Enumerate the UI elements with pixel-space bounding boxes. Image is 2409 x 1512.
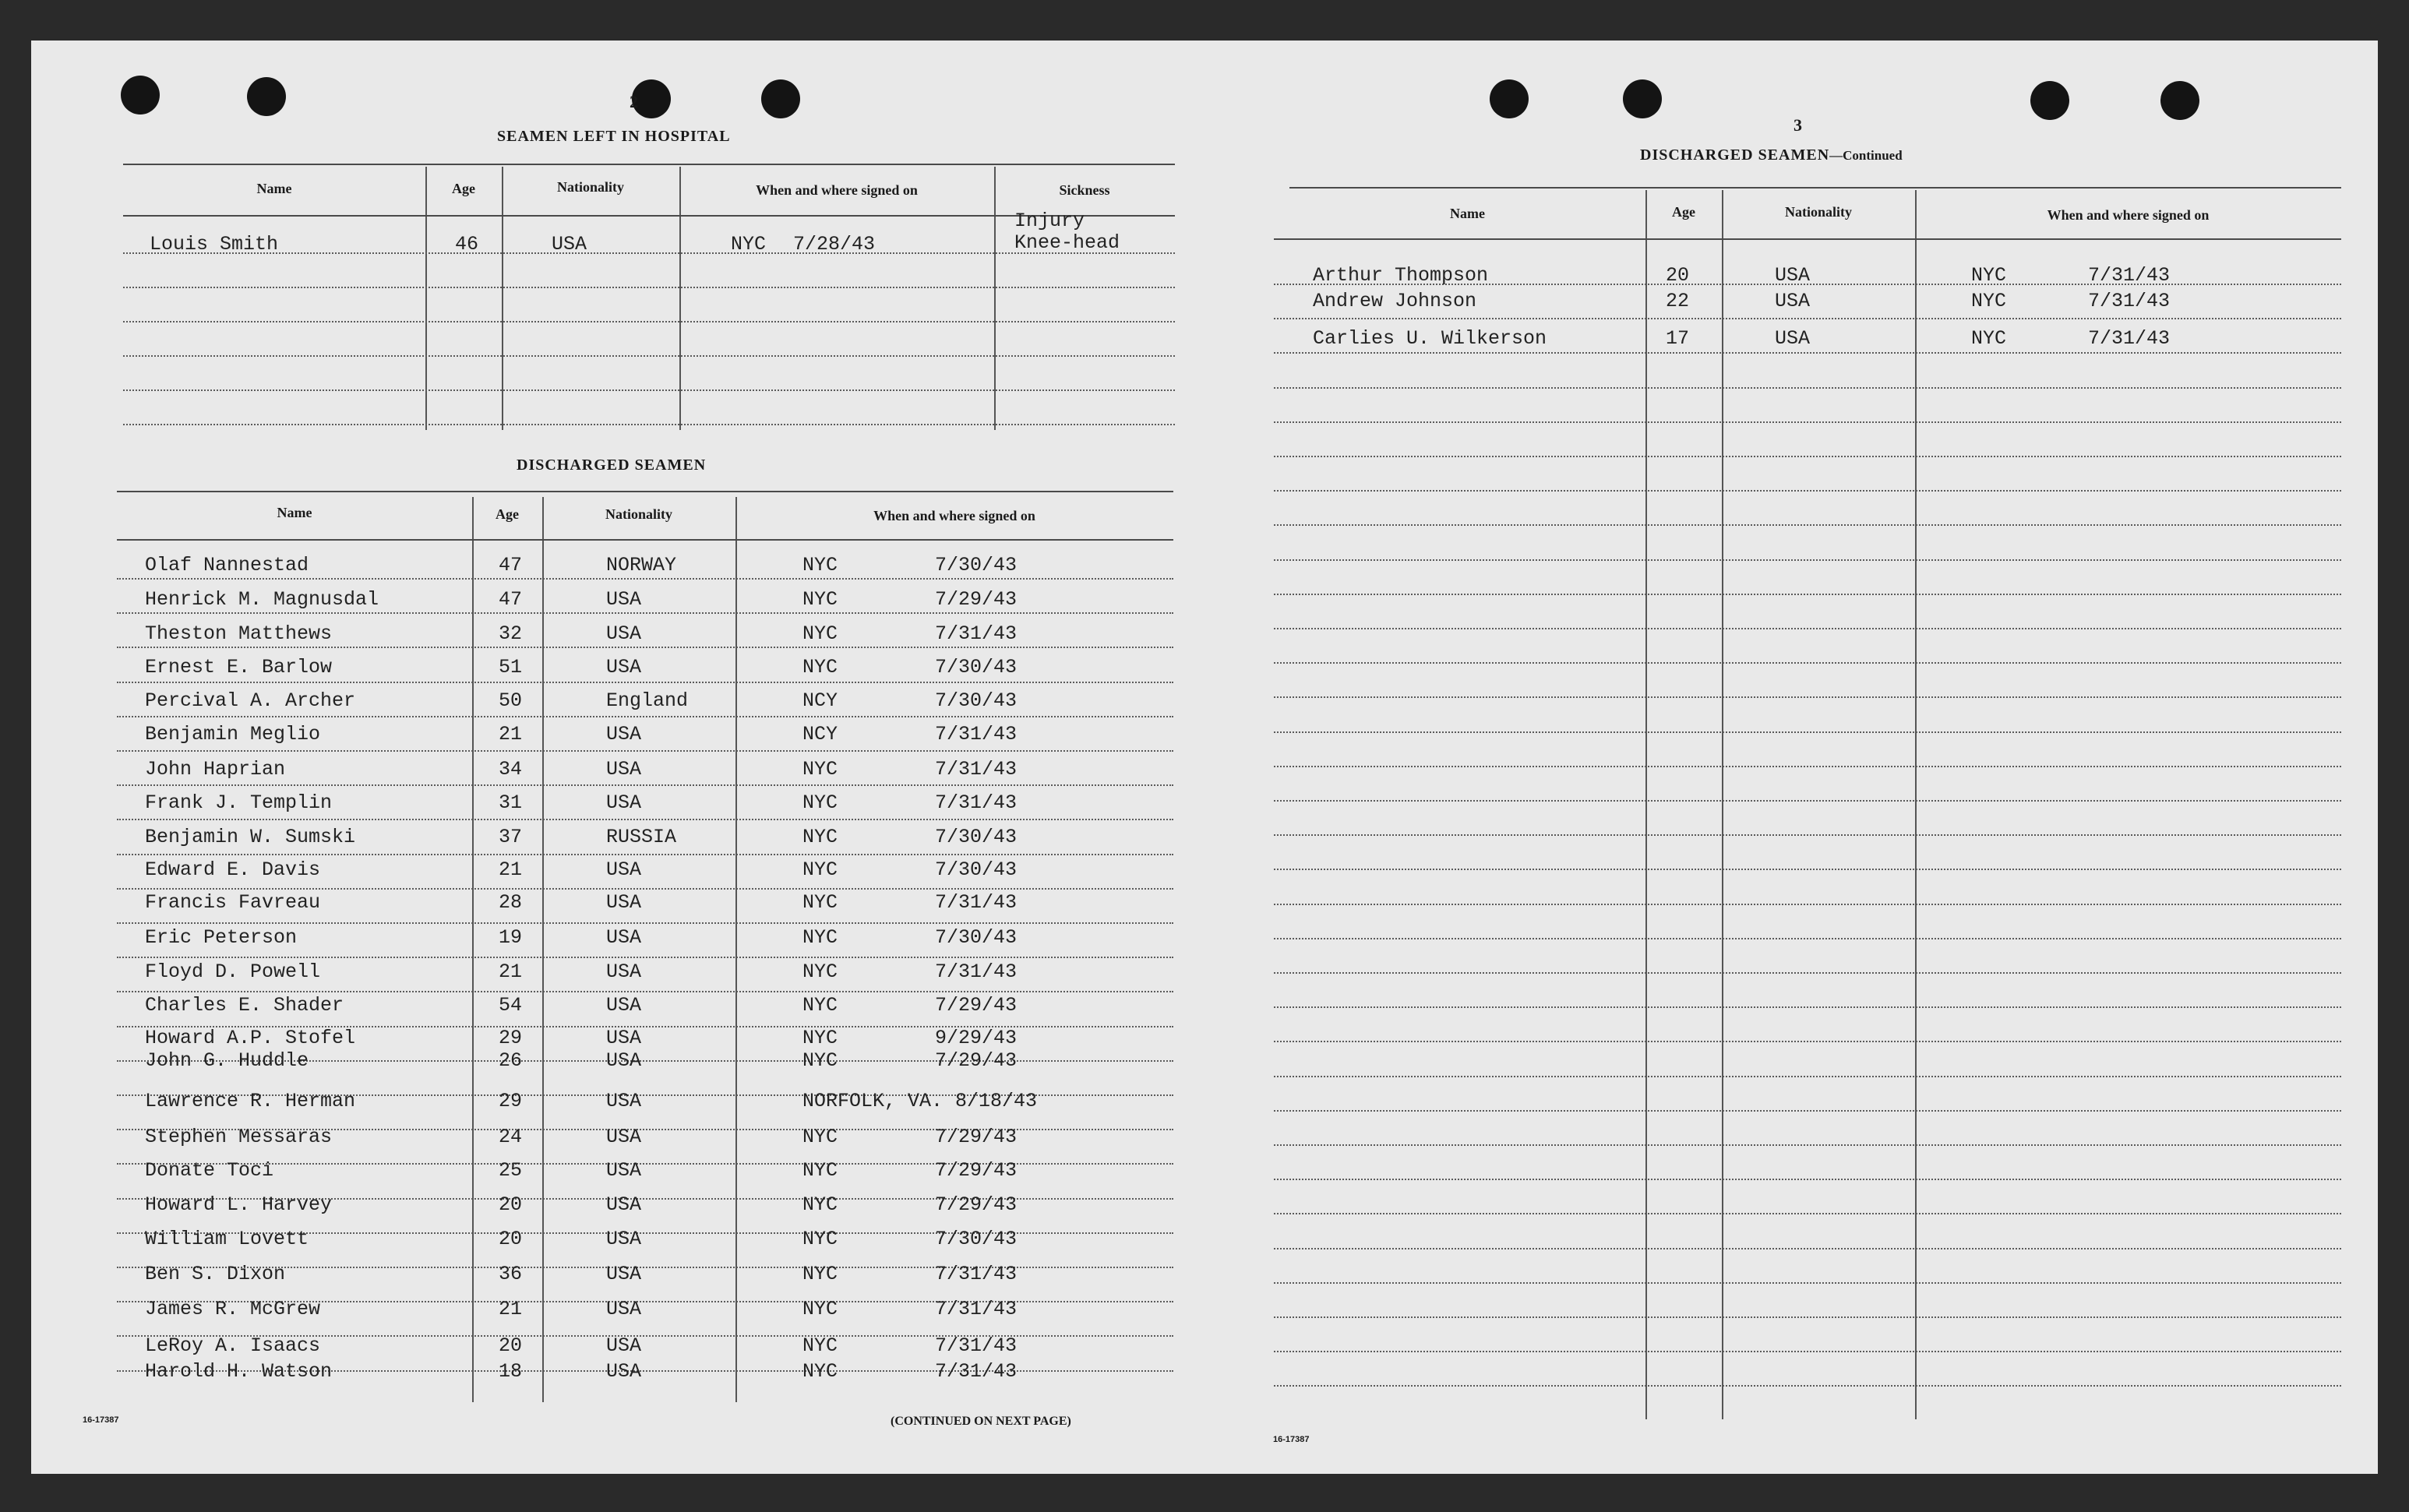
seaman-age: 29 [499, 1090, 523, 1112]
seaman-nationality: USA [606, 960, 642, 983]
row-rule [117, 854, 1173, 855]
seaman-name: Edward E. Davis [145, 858, 321, 881]
punch-hole [2030, 81, 2069, 120]
row-rule [1274, 1351, 2341, 1352]
row-rule [1274, 594, 2341, 595]
signed-on-place: NYC [802, 960, 838, 983]
signed-on-place: NYC [802, 1193, 838, 1216]
divider [1289, 187, 2341, 189]
signed-on-place: NCY [802, 689, 838, 712]
continued-note: (CONTINUED ON NEXT PAGE) [891, 1415, 1071, 1428]
seaman-name: Howard L. Harvey [145, 1193, 333, 1216]
seaman-name: Ben S. Dixon [145, 1263, 286, 1285]
title-suffix: —Continued [1829, 148, 1903, 163]
row-rule [117, 957, 1173, 958]
row-rule [1274, 766, 2341, 767]
page-number: 3 [1794, 115, 1802, 135]
column-header: When and where signed on [873, 508, 1035, 523]
seaman-name: Howard A.P. Stofel [145, 1027, 356, 1049]
punch-hole [761, 79, 800, 118]
signed-on-date: 7/31/43 [2088, 264, 2171, 287]
signed-on-place: NYC [802, 554, 838, 576]
signed-on-date: 8/18/43 [955, 1090, 1038, 1112]
punch-hole [1490, 79, 1529, 118]
signed-on-place: NYC [731, 233, 767, 256]
seaman-nationality: USA [606, 1298, 642, 1320]
row-rule [1274, 490, 2341, 492]
seaman-name: Lawrence R. Herman [145, 1090, 356, 1112]
signed-on-date: 7/30/43 [935, 926, 1018, 949]
punch-hole [121, 76, 160, 115]
seaman-nationality: USA [1775, 327, 1811, 350]
seaman-name: William Lovett [145, 1228, 309, 1250]
form-number: 16-17387 [83, 1415, 119, 1425]
seaman-age: 20 [499, 1334, 523, 1357]
seaman-name: Frank J. Templin [145, 791, 333, 814]
row-rule [1274, 731, 2341, 733]
row-rule [117, 716, 1173, 717]
row-rule [1274, 904, 2341, 905]
row-rule [117, 750, 1173, 752]
signed-on-place: NCY [802, 723, 838, 745]
signed-on-date: 7/29/43 [935, 588, 1018, 611]
signed-on-place: NORFOLK, VA. [802, 1090, 943, 1112]
seaman-name: Ernest E. Barlow [145, 656, 333, 678]
seaman-age: 20 [499, 1193, 523, 1216]
seaman-nationality: USA [606, 1159, 642, 1182]
seaman-nationality: USA [606, 1049, 642, 1072]
row-rule [1274, 1282, 2341, 1284]
signed-on-date: 7/30/43 [935, 689, 1018, 712]
seaman-name: Charles E. Shader [145, 994, 344, 1017]
row-rule [123, 287, 1175, 288]
column-header: When and where signed on [756, 182, 918, 198]
row-rule [117, 888, 1173, 890]
signed-on-place: NYC [802, 1263, 838, 1285]
column-header: Age [452, 181, 475, 196]
column-rule [1915, 190, 1917, 1419]
seaman-nationality: RUSSIA [606, 826, 677, 848]
signed-on-place: NYC [802, 1027, 838, 1049]
seaman-name: James R. McGrew [145, 1298, 321, 1320]
seaman-nationality: USA [606, 891, 642, 914]
seaman-age: 26 [499, 1049, 523, 1072]
column-rule [1722, 190, 1723, 1419]
signed-on-date: 7/31/43 [935, 1334, 1018, 1357]
signed-on-date: 9/29/43 [935, 1027, 1018, 1049]
row-rule [1274, 1144, 2341, 1146]
row-rule [1274, 421, 2341, 423]
signed-on-place: NYC [802, 1360, 838, 1383]
seaman-nationality: USA [606, 1228, 642, 1250]
seaman-name: Donate Toci [145, 1159, 274, 1182]
row-rule [1274, 318, 2341, 319]
column-header: Nationality [556, 179, 624, 195]
seaman-name: Percival A. Archer [145, 689, 356, 712]
signed-on-date: 7/29/43 [935, 1049, 1018, 1072]
column-header: Name [277, 505, 312, 520]
seaman-name: John G. Huddle [145, 1049, 309, 1072]
row-rule [1274, 628, 2341, 629]
signed-on-place: NYC [802, 1159, 838, 1182]
seaman-name: Arthur Thompson [1313, 264, 1489, 287]
signed-on-place: NYC [802, 588, 838, 611]
form-number: 16-17387 [1273, 1435, 1310, 1444]
seaman-nationality: USA [606, 1090, 642, 1112]
signed-on-date: 7/30/43 [935, 1228, 1018, 1250]
seaman-nationality: USA [606, 1360, 642, 1383]
seaman-age: 20 [1666, 264, 1690, 287]
row-rule [117, 922, 1173, 924]
seaman-nationality: USA [552, 233, 587, 256]
row-rule [1274, 1213, 2341, 1214]
column-header: Sickness [1059, 182, 1110, 198]
seaman-name: Floyd D. Powell [145, 960, 321, 983]
row-rule [1274, 1316, 2341, 1318]
seaman-age: 22 [1666, 290, 1690, 312]
signed-on-place: NYC [802, 994, 838, 1017]
seaman-age: 46 [455, 233, 479, 256]
row-rule [1274, 524, 2341, 526]
row-rule [1274, 1248, 2341, 1249]
seaman-age: 51 [499, 656, 523, 678]
seaman-age: 24 [499, 1126, 523, 1148]
signed-on-date: 7/30/43 [935, 554, 1018, 576]
row-rule [117, 784, 1173, 786]
column-header: Nationality [1784, 204, 1852, 220]
signed-on-place: NYC [802, 656, 838, 678]
seaman-age: 29 [499, 1027, 523, 1049]
seaman-nationality: USA [606, 622, 642, 645]
signed-on-date: 7/29/43 [935, 1126, 1018, 1148]
row-rule [1274, 387, 2341, 389]
row-rule [1274, 1385, 2341, 1387]
seaman-name: Harold H. Watson [145, 1360, 333, 1383]
seaman-nationality: USA [606, 1126, 642, 1148]
hospital-section-title: SEAMEN LEFT IN HOSPITAL [497, 128, 731, 145]
signed-on-place: NYC [802, 791, 838, 814]
signed-on-date: 7/31/43 [935, 1263, 1018, 1285]
ledger-sheet [31, 41, 2378, 1474]
seaman-age: 18 [499, 1360, 523, 1383]
sickness: Knee-head [1014, 231, 1120, 254]
column-header: Nationality [605, 506, 672, 522]
signed-on-date: 7/30/43 [935, 656, 1018, 678]
seaman-nationality: USA [1775, 264, 1811, 287]
row-rule [117, 612, 1173, 614]
signed-on-date: 7/31/43 [935, 1360, 1018, 1383]
seaman-age: 34 [499, 758, 523, 781]
header-rule [1274, 238, 2341, 240]
column-rule [1645, 190, 1647, 1419]
signed-on-date: 7/31/43 [2088, 327, 2171, 350]
continued-section-title [1640, 146, 1903, 164]
seaman-nationality: USA [606, 588, 642, 611]
signed-on-place: NYC [802, 622, 838, 645]
signed-on-date: 7/31/43 [935, 758, 1018, 781]
seaman-nationality: USA [606, 926, 642, 949]
column-header: Name [1450, 206, 1485, 221]
seaman-age: 50 [499, 689, 523, 712]
signed-on-place: NYC [1971, 327, 2007, 350]
seaman-name: Benjamin W. Sumski [145, 826, 356, 848]
signed-on-place: NYC [802, 858, 838, 881]
seaman-age: 21 [499, 723, 523, 745]
seaman-age: 21 [499, 1298, 523, 1320]
signed-on-date: 7/29/43 [935, 1193, 1018, 1216]
seaman-name: LeRoy A. Isaacs [145, 1334, 321, 1357]
seaman-nationality: USA [606, 1027, 642, 1049]
row-rule [1274, 869, 2341, 870]
punch-hole [247, 77, 286, 116]
signed-on-date: 7/29/43 [935, 1159, 1018, 1182]
seaman-name: Henrick M. Magnusdal [145, 588, 379, 611]
row-rule [117, 647, 1173, 648]
signed-on-date: 7/30/43 [935, 858, 1018, 881]
signed-on-date: 7/31/43 [935, 791, 1018, 814]
seaman-age: 54 [499, 994, 523, 1017]
seaman-nationality: USA [606, 723, 642, 745]
seaman-name: Eric Peterson [145, 926, 298, 949]
signed-on-place: NYC [802, 1049, 838, 1072]
page-number: 2 [630, 92, 638, 111]
row-rule [1274, 696, 2341, 698]
column-header: When and where signed on [2047, 207, 2210, 223]
punch-hole [2160, 81, 2199, 120]
header-rule [117, 539, 1173, 541]
seaman-nationality: USA [606, 1334, 642, 1357]
row-rule [117, 991, 1173, 992]
column-header: Age [496, 506, 519, 522]
row-rule [117, 682, 1173, 683]
row-rule [123, 355, 1175, 357]
seaman-name: Carlies U. Wilkerson [1313, 327, 1547, 350]
signed-on-place: NYC [802, 1228, 838, 1250]
signed-on-date: 7/31/43 [935, 723, 1018, 745]
signed-on-date: 7/31/43 [935, 622, 1018, 645]
seaman-age: 21 [499, 960, 523, 983]
row-rule [1274, 559, 2341, 561]
seaman-age: 47 [499, 554, 523, 576]
discharged-section-title: DISCHARGED SEAMEN [517, 456, 707, 474]
seaman-age: 17 [1666, 327, 1690, 350]
seaman-name: Olaf Nannestad [145, 554, 309, 576]
seaman-nationality: USA [606, 858, 642, 881]
row-rule [1274, 834, 2341, 836]
row-rule [1274, 938, 2341, 939]
column-header: Age [1672, 204, 1695, 220]
signed-on-date: 7/30/43 [935, 826, 1018, 848]
row-rule [1274, 1006, 2341, 1008]
signed-on-place: NYC [802, 891, 838, 914]
row-rule [1274, 662, 2341, 664]
seaman-nationality: USA [606, 1263, 642, 1285]
seaman-age: 31 [499, 791, 523, 814]
signed-on-place: NYC [802, 1334, 838, 1357]
seaman-name: Louis Smith [150, 233, 279, 256]
signed-on-date: 7/31/43 [2088, 290, 2171, 312]
divider [123, 164, 1175, 165]
seaman-nationality: NORWAY [606, 554, 677, 576]
row-rule [1274, 800, 2341, 802]
row-rule [1274, 352, 2341, 354]
seaman-name: John Haprian [145, 758, 286, 781]
row-rule [1274, 1041, 2341, 1042]
seaman-name: Benjamin Meglio [145, 723, 321, 745]
seaman-age: 21 [499, 858, 523, 881]
seaman-age: 28 [499, 891, 523, 914]
seaman-age: 37 [499, 826, 523, 848]
row-rule [1274, 972, 2341, 974]
signed-on-place: NYC [802, 1298, 838, 1320]
row-rule [117, 819, 1173, 820]
seaman-nationality: USA [1775, 290, 1811, 312]
seaman-age: 25 [499, 1159, 523, 1182]
signed-on-date: 7/31/43 [935, 1298, 1018, 1320]
row-rule [123, 321, 1175, 322]
title-main: DISCHARGED SEAMEN [1640, 146, 1830, 164]
seaman-name: Francis Favreau [145, 891, 321, 914]
seaman-age: 47 [499, 588, 523, 611]
signed-on-date: 7/31/43 [935, 891, 1018, 914]
signed-on-place: NYC [802, 826, 838, 848]
punch-hole [1623, 79, 1662, 118]
row-rule [1274, 1110, 2341, 1112]
seaman-nationality: USA [606, 994, 642, 1017]
row-rule [1274, 1179, 2341, 1180]
seaman-name: Stephen Messaras [145, 1126, 333, 1148]
row-rule [1274, 456, 2341, 457]
row-rule [123, 424, 1175, 425]
seaman-nationality: USA [606, 1193, 642, 1216]
signed-on-date: 7/29/43 [935, 994, 1018, 1017]
row-rule [1274, 1076, 2341, 1077]
seaman-name: Andrew Johnson [1313, 290, 1477, 312]
seaman-age: 32 [499, 622, 523, 645]
seaman-age: 20 [499, 1228, 523, 1250]
signed-on-place: NYC [1971, 264, 2007, 287]
row-rule [123, 389, 1175, 391]
signed-on-date: 7/31/43 [935, 960, 1018, 983]
seaman-age: 19 [499, 926, 523, 949]
seaman-nationality: USA [606, 791, 642, 814]
signed-on-place: NYC [802, 926, 838, 949]
signed-on-place: NYC [802, 1126, 838, 1148]
sickness: Injury [1014, 210, 1085, 232]
column-header: Name [256, 181, 292, 196]
seaman-nationality: USA [606, 656, 642, 678]
seaman-name: Theston Matthews [145, 622, 333, 645]
seaman-nationality: USA [606, 758, 642, 781]
seaman-age: 36 [499, 1263, 523, 1285]
row-rule [117, 578, 1173, 580]
seaman-nationality: England [606, 689, 689, 712]
signed-on-date: 7/28/43 [793, 233, 876, 256]
divider [117, 491, 1173, 492]
signed-on-place: NYC [1971, 290, 2007, 312]
signed-on-place: NYC [802, 758, 838, 781]
